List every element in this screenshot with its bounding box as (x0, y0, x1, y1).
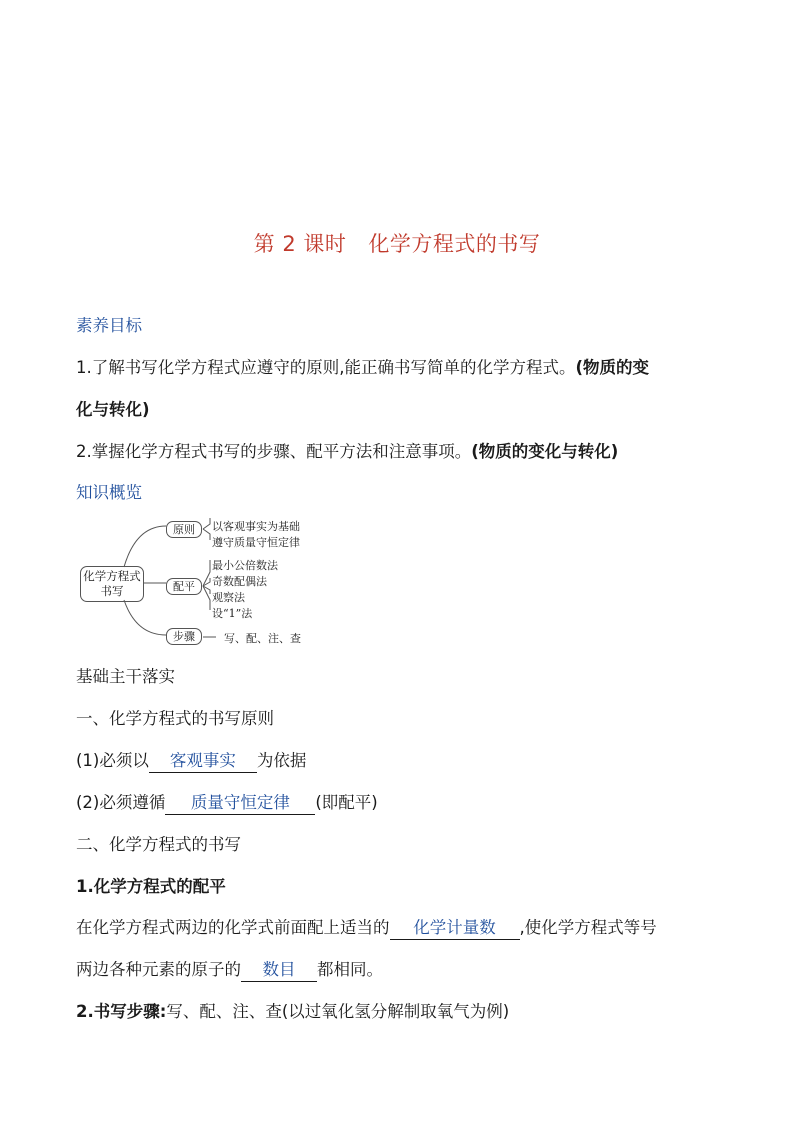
subsection-2-heading: 2.书写步骤: (76, 1002, 167, 1021)
subsection-2: 2.书写步骤:写、配、注、查(以过氧化氢分解制取氧气为例) (76, 1002, 510, 1021)
answer-blank: 客观事实 (149, 750, 257, 773)
objective-1-continued: 化与转化) (76, 400, 150, 419)
answer-blank: 数目 (241, 959, 317, 982)
map-node-principle: 原则 (166, 521, 202, 538)
answer-blank: 化学计量数 (390, 917, 520, 940)
objectives-heading: 素养目标 (76, 316, 142, 335)
map-node-steps: 步骤 (166, 628, 202, 645)
basics-heading: 基础主干落实 (76, 667, 175, 686)
overview-heading: 知识概览 (76, 483, 142, 502)
map-leaf: 写、配、注、查 (224, 632, 301, 645)
rule-2: (2)必须遵循 质量守恒定律 (即配平) (76, 791, 378, 815)
section-2-heading: 二、化学方程式的书写 (76, 835, 241, 854)
knowledge-map (76, 512, 326, 652)
map-leaf: 最小公倍数法 (212, 559, 278, 572)
subsection-1-heading: 1.化学方程式的配平 (76, 877, 226, 896)
rule-1: (1)必须以 客观事实 为依据 (76, 749, 306, 773)
map-leaf: 奇数配偶法 (212, 575, 267, 588)
objective-2: 2.掌握化学方程式书写的步骤、配平方法和注意事项。(物质的变化与转化) (76, 442, 619, 461)
lesson-number: 第 2 课时 (253, 232, 347, 256)
lesson-name: 化学方程式的书写 (368, 232, 541, 256)
page-title (0, 228, 794, 258)
objective-1: 1.了解书写化学方程式应遵守的原则,能正确书写简单的化学方程式。(物质的变 (76, 358, 650, 377)
map-node-balancing: 配平 (166, 578, 202, 595)
map-root-node: 化学方程式 书写 (80, 566, 144, 602)
map-leaf: 观察法 (212, 591, 245, 604)
map-leaf: 以客观事实为基础 (212, 520, 300, 533)
balance-line-2: 两边各种元素的原子的 数目 都相同。 (76, 958, 383, 982)
answer-blank: 质量守恒定律 (165, 792, 315, 815)
balance-line-1: 在化学方程式两边的化学式前面配上适当的 化学计量数 ,使化学方程式等号 (76, 916, 657, 940)
section-1-heading: 一、化学方程式的书写原则 (76, 709, 274, 728)
map-leaf: 遵守质量守恒定律 (212, 536, 300, 549)
map-leaf: 设“1”法 (212, 607, 253, 620)
